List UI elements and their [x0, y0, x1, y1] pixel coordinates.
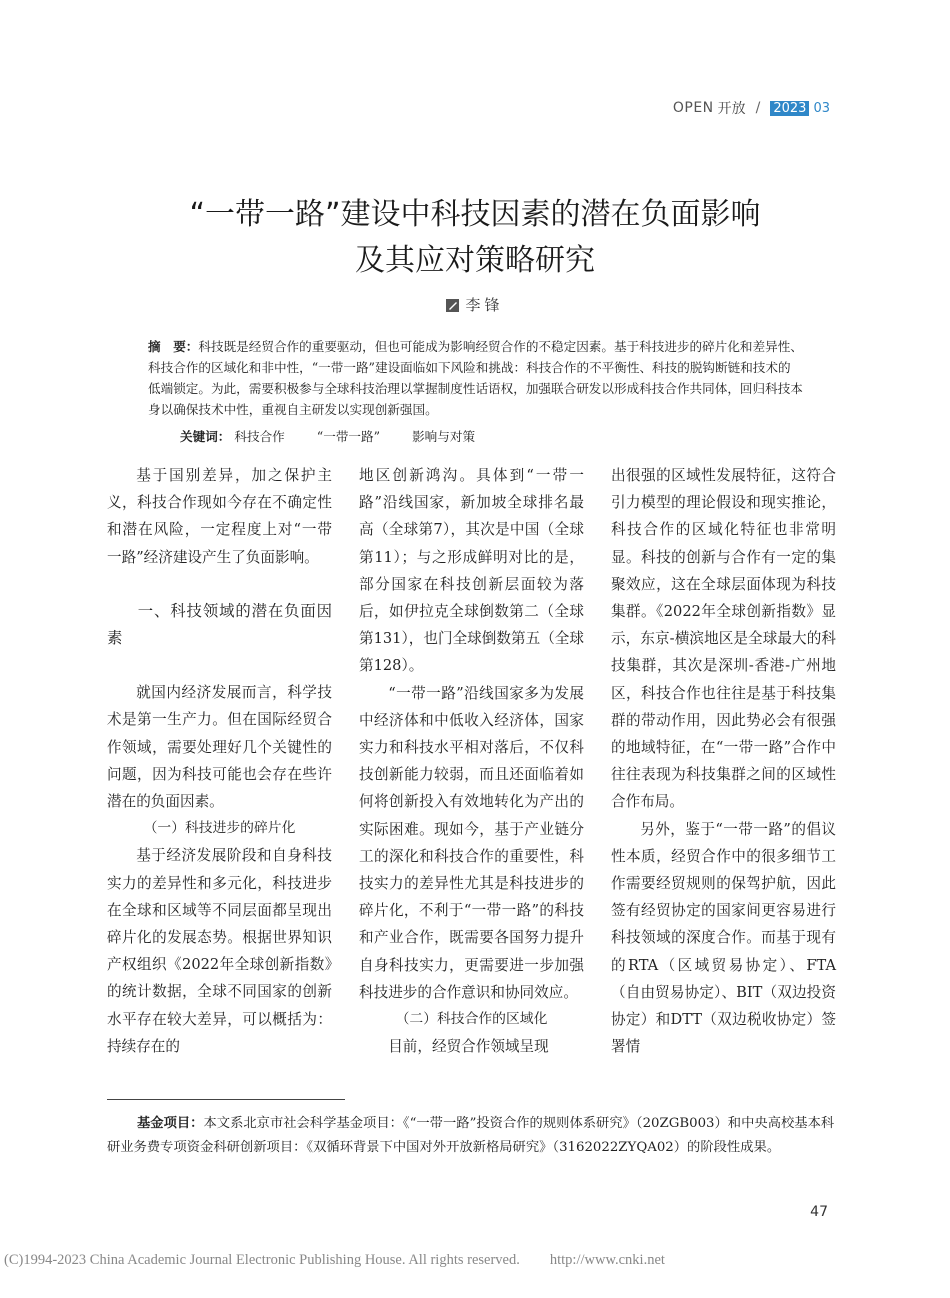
paragraph: 目前，经贸合作领域呈现 — [388, 1038, 549, 1056]
footnote-divider — [107, 1099, 345, 1100]
body-column-3 — [611, 462, 836, 1060]
author-name: 李锋 — [465, 296, 504, 314]
keywords — [180, 426, 503, 445]
paragraph: 地区创新鸿沟。具体到“一带一路”沿线国家，新加坡全球排名最高（全球第7），其次是中国（全球第11）；与之形成鲜明对比的是，部分国家在科技创新层面较为落后，如伊拉克全球倒数第二（全球第131），也门全球倒数第五（全球第128）。 — [359, 467, 584, 675]
subsection-heading: （二）科技合作的区域化 — [395, 1011, 548, 1028]
journal-open-cn: 开放 — [717, 101, 746, 117]
pen-icon — [446, 298, 459, 316]
body-column-2 — [359, 462, 584, 1060]
issue-year: 2023 — [770, 101, 809, 116]
abstract-label: 摘 要： — [148, 339, 199, 354]
issue-number: 03 — [813, 100, 830, 116]
paragraph: 就国内经济发展而言，科学技术是第一生产力。但在国际经贸合作领域，需要处理好几个关键性的问题，因为科技可能也会存在些许潜在的负面因素。 — [107, 684, 332, 811]
paragraph: 出很强的区域性发展特征，这符合引力模型的理论假设和现实推论，科技合作的区域化特征也非常明显。科技的创新与合作有一定的集聚效应，这在全球层面体现为科技集群。《2022年全球创新指数》显示，东京-横滨地区是全球最大的科技集群，其次是深圳-香港-广州地区，科技合作也往往是基于科技集群的带动作用，因此势必会有很强的地域特征，在“一带一路”合作中往往表现为科技集群之间的区域性合作布局。 — [611, 467, 836, 811]
paragraph: 基于经济发展阶段和自身科技实力的差异性和多元化，科技进步在全球和区域等不同层面都呈现出碎片化的发展态势。根据世界知识产权组织《2022年全球创新指数》的统计数据，全球不同国家的创新水平存在较大差异，可以概括为：持续存在的 — [107, 847, 332, 1055]
author-line — [0, 294, 950, 316]
funding-label: 基金项目： — [137, 1116, 204, 1131]
abstract-text: 科技既是经贸合作的重要驱动，但也可能成为影响经贸合作的不稳定因素。基于科技进步的碎片化和差异性、科技合作的区域化和非中性，“一带一路”建设面临如下风险和挑战：科技合作的不平衡性、科技的脱钩断链和技术的低端锁定。为此，需要积极参与全球科技治理以掌握制度性话语权，加强联合研发以形成科技合作共同体，回归科技本身以确保技术中性，重视自主研发以实现创新强国。 — [148, 339, 803, 417]
header-slash: / — [755, 100, 761, 116]
keyword: “一带一路” — [316, 429, 381, 444]
paragraph: 另外，鉴于“一带一路”的倡议性本质，经贸合作中的很多细节工作需要经贸规则的保驾护航，因此签有经贸协定的国家间更容易进行科技领域的深度合作。而基于现有的RTA（区域贸易协定）、FTA（自由贸易协定）、BIT（双边投资协定）和DTT（双边税收协定）签署情 — [611, 820, 836, 1056]
keywords-label: 关键词： — [180, 429, 231, 444]
keyword: 科技合作 — [234, 429, 285, 444]
copyright-text: (C)1994-2023 China Academic Journal Electronic Publishing House. All rights reserved. — [4, 1252, 520, 1268]
copyright-line — [4, 1252, 665, 1269]
abstract — [148, 336, 803, 420]
section-heading: 一、科技领域的潜在负面因素 — [107, 601, 332, 648]
journal-open-en: OPEN — [672, 100, 714, 116]
article-title — [0, 192, 950, 284]
journal-header — [673, 98, 830, 118]
keyword: 影响与对策 — [412, 429, 476, 444]
title-line-1: “一带一路”建设中科技因素的潜在负面影响 — [189, 197, 761, 232]
title-line-2: 及其应对策略研究 — [355, 243, 595, 278]
funding-footnote — [107, 1112, 842, 1160]
paragraph: 基于国别差异，加之保护主义，科技合作现如今存在不确定性和潜在风险，一定程度上对“一带一路”经济建设产生了负面影响。 — [107, 467, 332, 566]
paragraph: “一带一路”沿线国家多为发展中经济体和中低收入经济体，国家实力和科技水平相对落后，不仅科技创新能力较弱，而且还面临着如何将创新投入有效地转化为产出的实际困难。现如今，基于产业链分工的深化和科技合作的重要性，科技实力的差异性尤其是科技进步的碎片化，不利于“一带一路”的科技和产业合作，既需要各国努力提升自身科技实力，更需要进一步加强科技进步的合作意识和协同效应。 — [359, 684, 584, 1001]
body-column-1 — [107, 462, 332, 1060]
subsection-heading: （一）科技进步的碎片化 — [143, 820, 296, 837]
page-number: 47 — [810, 1204, 828, 1220]
cnki-link[interactable]: http://www.cnki.net — [549, 1252, 665, 1268]
funding-text: 本文系北京市社会科学基金项目：《“一带一路”投资合作的规则体系研究》（20ZGB003）和中央高校基本科研业务费专项资金科研创新项目：《双循环背景下中国对外开放新格局研究》（3162022ZYQA02）的阶段性成果。 — [107, 1116, 835, 1155]
